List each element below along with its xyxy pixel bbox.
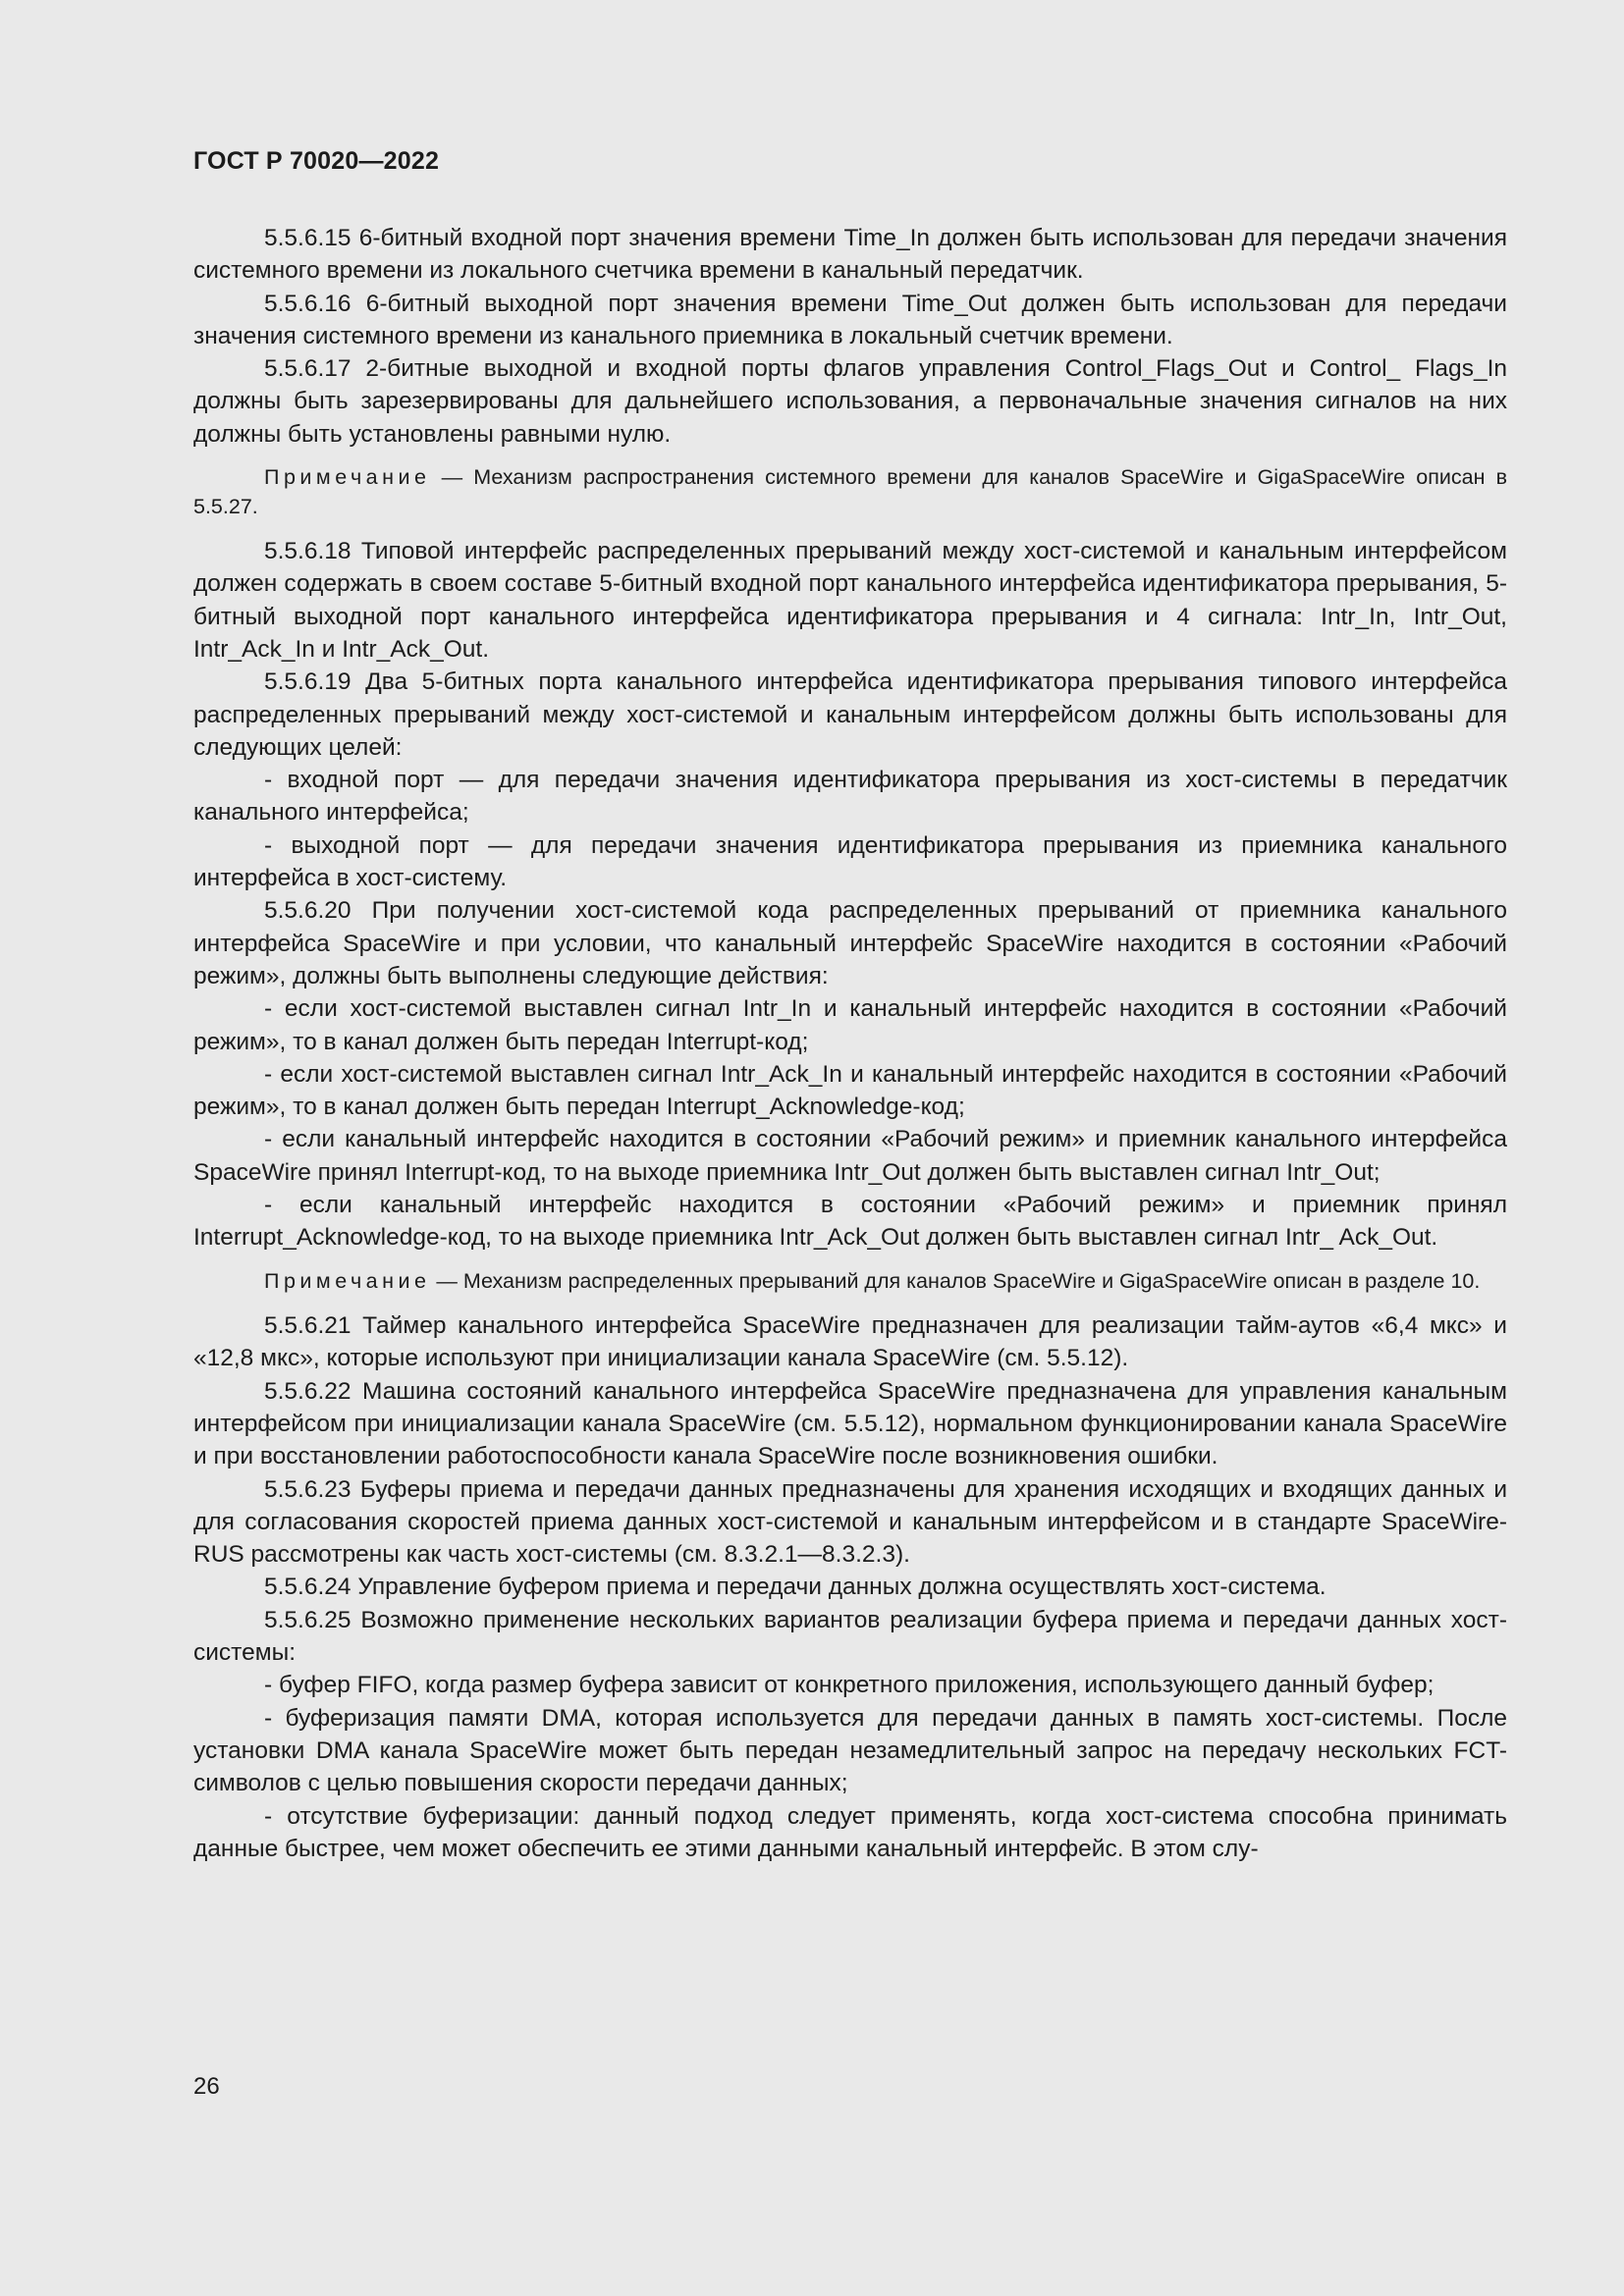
- paragraph-5-5-6-24: 5.5.6.24 Управление буфером приема и передачи данных должна осуществлять хост-система.: [264, 1574, 1326, 1601]
- paragraph-5-5-6-23: 5.5.6.23 Буферы приема и передачи данных предназначены для хранения исходящих и входящих данных и для согласования скоростей приема данных хост-системой и канальным интерфейсом и в стандарте SpaceWire-RUS рассмотрены как часть хост-системы (см. 8.3.2.1—8.3.2.3).: [193, 1475, 1507, 1569]
- paragraph-5-5-6-15: 5.5.6.15 6-битный входной порт значения времени Time_In должен быть использован для передачи значения системного времени из локального счетчика времени в канальный передатчик.: [193, 225, 1507, 285]
- note-interrupts: [193, 1267, 1507, 1297]
- note-system-time: [193, 463, 1507, 521]
- note-text: — Механизм распространения системного времени для каналов SpaceWire и GigaSpaceWire описан в 5.5.27.: [193, 465, 1507, 518]
- list-item-intr-ack-out: - если канальный интерфейс находится в состоянии «Рабочий режим» и приемник принял Interrupt_Acknowledge-код, то на выходе приемника Intr_Ack_Out должен быть выставлен сигнал Intr_ Ack_Out.: [193, 1192, 1507, 1252]
- list-item-intr-ack-in: - если хост-системой выставлен сигнал Intr_Ack_In и канальный интерфейс находится в состоянии «Рабочий режим», то в канал должен быть передан Interrupt_Acknowledge-код;: [193, 1060, 1507, 1121]
- paragraph-5-5-6-16: 5.5.6.16 6-битный выходной порт значения времени Time_Out должен быть использован для передачи значения системного времени из канального приемника в локальный счетчик времени.: [193, 290, 1507, 349]
- paragraph-5-5-6-25: 5.5.6.25 Возможно применение нескольких вариантов реализации буфера приема и передачи данных хост-системы:: [193, 1606, 1507, 1667]
- note-label: Примечание: [264, 465, 431, 490]
- document-header: ГОСТ Р 70020—2022: [193, 147, 440, 175]
- note-text: — Механизм распределенных прерываний для каналов SpaceWire и GigaSpaceWire описан в разделе 10.: [430, 1268, 1481, 1293]
- note-label: Примечание: [264, 1268, 431, 1293]
- document-body: [193, 222, 1507, 1865]
- paragraph-5-5-6-18: 5.5.6.18 Типовой интерфейс распределенных прерываний между хост-системой и канальным интерфейсом должен содержать в своем составе 5-битный входной порт канального интерфейса идентификатора прерывания, 5-битный выходной порт канального интерфейса идентификатора прерывания и 4 сигнала: Intr_In, Intr_Out, Intr_Ack_In и Intr_Ack_Out.: [193, 538, 1507, 663]
- paragraph-5-5-6-21: 5.5.6.21 Таймер канального интерфейса SpaceWire предназначен для реализации тайм-аутов «6,4 мкс» и «12,8 мкс», которые используют при инициализации канала SpaceWire (см. 5.5.12).: [193, 1312, 1507, 1372]
- paragraph-5-5-6-19: 5.5.6.19 Два 5-битных порта канального интерфейса идентификатора прерывания типового интерфейса распределенных прерываний между хост-системой и канальным интерфейсом должны быть использованы для следующих целей:: [193, 668, 1507, 761]
- list-item-output-port: - выходной порт — для передачи значения идентификатора прерывания из приемника канального интерфейса в хост-систему.: [193, 831, 1507, 892]
- paragraph-5-5-6-17: 5.5.6.17 2-битные выходной и входной порты флагов управления Control_Flags_Out и Control_ Flags_In должны быть зарезервированы для дальнейшего использования, а первоначальные значения сигналов на них должны быть установлены равными нулю.: [193, 355, 1507, 448]
- list-item-intr-out: - если канальный интерфейс находится в состоянии «Рабочий режим» и приемник канального интерфейса SpaceWire принял Interrupt-код, то на выходе приемника Intr_Out должен быть выставлен сигнал Intr_Out;: [193, 1126, 1507, 1186]
- list-item-input-port: - входной порт — для передачи значения идентификатора прерывания из хост-системы в передатчик канального интерфейса;: [193, 767, 1507, 827]
- page-number: 26: [193, 2073, 220, 2100]
- paragraph-5-5-6-20: 5.5.6.20 При получении хост-системой кода распределенных прерываний от приемника канального интерфейса SpaceWire и при условии, что канальный интерфейс SpaceWire находится в состоянии «Рабочий режим», должны быть выполнены следующие действия:: [193, 897, 1507, 989]
- list-item-no-buffering: - отсутствие буферизации: данный подход следует применять, когда хост-система способна принимать данные быстрее, чем может обеспечить ее этими данными канальный интерфейс. В этом слу-: [193, 1802, 1507, 1862]
- list-item-dma: - буферизация памяти DMA, которая используется для передачи данных в память хост-системы. После установки DMA канала SpaceWire может быть передан незамедлительный запрос на передачу нескольких FCT-символов с целью повышения скорости передачи данных;: [193, 1704, 1507, 1797]
- paragraph-5-5-6-22: 5.5.6.22 Машина состояний канального интерфейса SpaceWire предназначена для управления канальным интерфейсом при инициализации канала SpaceWire (см. 5.5.12), нормальном функционировании канала SpaceWire и при восстановлении работоспособности канала SpaceWire после возникновения ошибки.: [193, 1377, 1507, 1470]
- list-item-fifo: - буфер FIFO, когда размер буфера зависит от конкретного приложения, использующего данный буфер;: [264, 1672, 1435, 1699]
- list-item-intr-in: - если хост-системой выставлен сигнал Intr_In и канальный интерфейс находится в состоянии «Рабочий режим», то в канал должен быть передан Interrupt-код;: [193, 995, 1507, 1055]
